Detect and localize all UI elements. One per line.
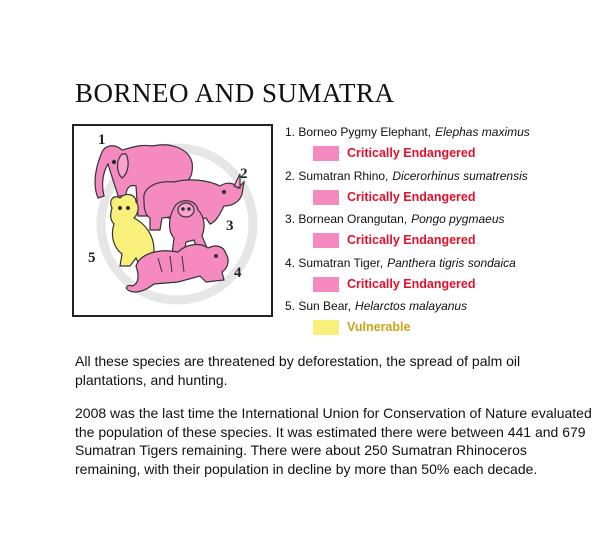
- figure-label-3: 3: [226, 218, 234, 234]
- species-scientific-name: Elephas maximus: [435, 125, 530, 139]
- species-name: 1. Borneo Pygmy Elephant,: [285, 125, 432, 139]
- species-name: 4. Sumatran Tiger,: [285, 255, 384, 270]
- species-scientific-name: Panthera tigris sondaica: [387, 255, 516, 270]
- population-paragraph: 2008 was the last time the International Union for Conservation of Nature evaluated the population of these species. It was estimated there were between 441 and 679 Sumatran Tigers remaining. There were about 250 Sumatran Rhinoceros remaining, with their population in decline by more than 50% each decade.: [75, 405, 592, 477]
- species-name: 3. Bornean Orangutan,: [285, 212, 408, 226]
- figure-label-2: 2: [240, 166, 248, 182]
- status-label: Critically Endangered: [347, 233, 476, 247]
- species-scientific-name: Pongo pygmaeus: [411, 212, 505, 226]
- status-swatch: [313, 320, 339, 335]
- species-scientific-name: Dicerorhinus sumatrensis: [392, 168, 528, 183]
- status-label: Critically Endangered: [347, 276, 476, 291]
- status-swatch: [313, 190, 339, 205]
- status-swatch: [313, 233, 339, 248]
- species-list: [285, 125, 595, 343]
- animal-illustration: [72, 124, 273, 317]
- status-swatch: [313, 277, 339, 292]
- status-label: Critically Endangered: [347, 189, 476, 204]
- status-label: Vulnerable: [347, 320, 411, 334]
- threats-paragraph: All these species are threatened by deforestation, the spread of palm oil plantations, and hunting.: [75, 353, 521, 388]
- species-scientific-name: Helarctos malayanus: [355, 299, 468, 313]
- species-name: 5. Sun Bear,: [285, 299, 352, 313]
- species-name: 2. Sumatran Rhino,: [285, 168, 389, 183]
- animals-drawing: [74, 126, 271, 315]
- figure-label-4: 4: [234, 265, 242, 281]
- page-title: BORNEO AND SUMATRA: [75, 78, 395, 108]
- status-swatch: [313, 146, 339, 161]
- species-item: [285, 256, 595, 300]
- status-label: Critically Endangered: [347, 146, 476, 160]
- species-item: [285, 212, 595, 256]
- figure-label-5: 5: [88, 250, 96, 266]
- species-item: [285, 125, 595, 169]
- figure-label-1: 1: [98, 132, 106, 148]
- species-item: [285, 169, 595, 213]
- species-item: [285, 299, 595, 343]
